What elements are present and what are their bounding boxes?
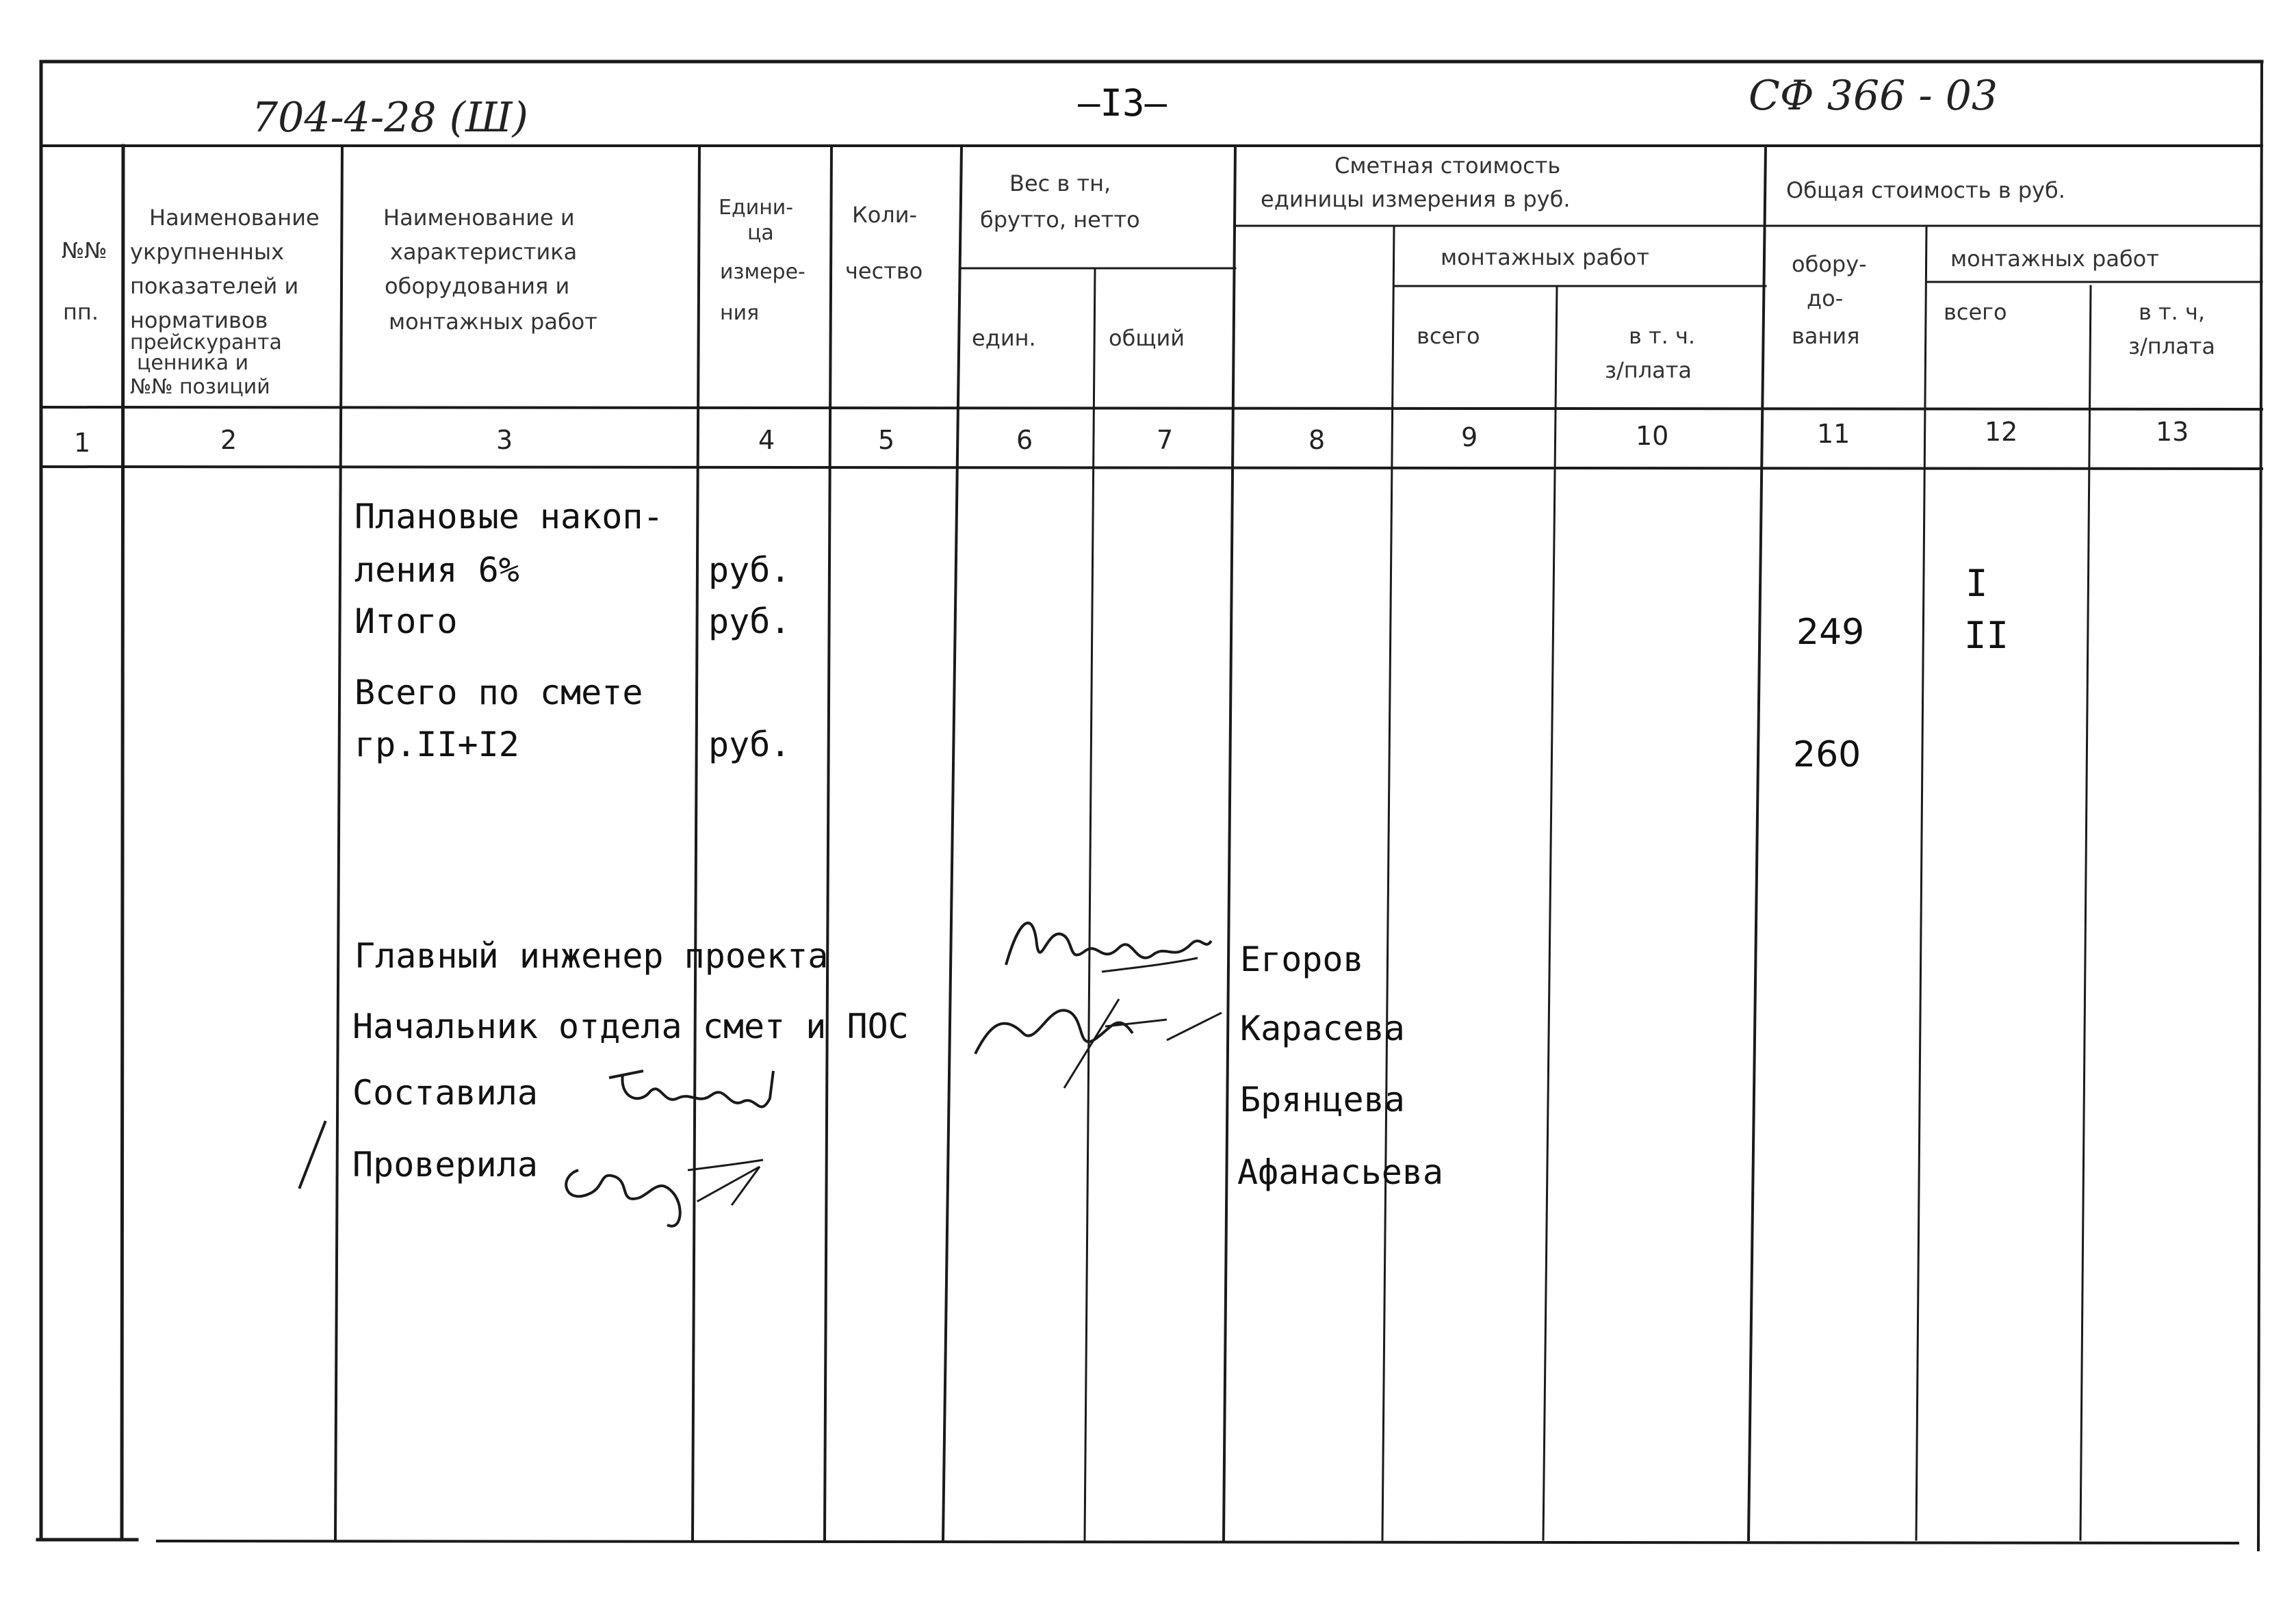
equipment-total-value: 249 bbox=[1796, 612, 1865, 653]
column-number-1: 1 bbox=[74, 428, 91, 458]
checked-name: Афанасьева bbox=[1237, 1152, 1444, 1192]
unit-install-header: монтажных работ bbox=[1441, 244, 1649, 270]
col6-header: един. bbox=[972, 325, 1036, 351]
col11-header-3: вания bbox=[1792, 323, 1860, 349]
planned-savings-line2: ления 6% bbox=[354, 550, 519, 590]
total-cost-header: Общая стоимость в руб. bbox=[1786, 177, 2065, 203]
sheet-code: СФ 366 - 03 bbox=[1749, 72, 1998, 120]
column-number-13: 13 bbox=[2156, 417, 2189, 447]
column-number-2: 2 bbox=[220, 425, 237, 455]
signature-dept-head bbox=[962, 972, 1249, 1095]
col1-header-pp: пп. bbox=[63, 299, 99, 325]
col2-header-3: показателей и bbox=[130, 273, 299, 299]
column-number-4: 4 bbox=[758, 425, 775, 455]
col2-header-1: Наименование bbox=[149, 205, 320, 231]
project-code: 704-4-28 (Ш) bbox=[252, 94, 528, 142]
grand-total-line1: Всего по смете bbox=[354, 673, 643, 712]
dept-head-name: Карасева bbox=[1240, 1009, 1405, 1048]
column-number-5: 5 bbox=[878, 425, 895, 455]
col7-header: общий bbox=[1109, 325, 1185, 351]
col13-header-1: в т. ч, bbox=[2139, 299, 2206, 325]
column-number-9: 9 bbox=[1461, 422, 1478, 452]
planned-savings-unit: руб. bbox=[708, 550, 791, 590]
install-mark-II: II bbox=[1964, 614, 2009, 657]
grand-total-line2: гр.II+I2 bbox=[354, 725, 519, 764]
planned-savings-line1: Плановые накоп- bbox=[354, 497, 664, 536]
col4-header-3: измере- bbox=[720, 260, 805, 284]
col4-header-4: ния bbox=[720, 301, 760, 325]
col5-header-2: чество bbox=[845, 258, 923, 284]
total-label: Итого bbox=[354, 601, 458, 641]
unit-cost-header-2: единицы измерения в руб. bbox=[1261, 186, 1571, 212]
col11-header-1: обору- bbox=[1792, 251, 1867, 277]
page-number: —I3— bbox=[1078, 81, 1168, 125]
col2-header-2: укрупненных bbox=[130, 239, 285, 265]
signature-compiled bbox=[602, 1057, 787, 1133]
compiled-label: Составила bbox=[352, 1073, 538, 1113]
install-mark-I: I bbox=[1965, 562, 1988, 605]
column-number-12: 12 bbox=[1985, 417, 2018, 447]
col12-header: всего bbox=[1944, 299, 2007, 325]
compiled-name: Брянцева bbox=[1240, 1080, 1405, 1120]
total-install-header: монтажных работ bbox=[1950, 246, 2159, 272]
col10-header-1: в т. ч. bbox=[1629, 323, 1696, 349]
col9-header: всего bbox=[1417, 323, 1480, 349]
weight-header-1: Вес в тн, bbox=[1009, 170, 1111, 196]
column-number-7: 7 bbox=[1157, 425, 1174, 455]
col2-header-7: №№ позиций bbox=[130, 375, 270, 399]
col4-header-2: ца bbox=[747, 221, 774, 245]
col1-header-no: №№ bbox=[62, 237, 107, 263]
col2-header-4: нормативов bbox=[130, 307, 268, 333]
column-number-3: 3 bbox=[496, 425, 513, 455]
chief-engineer-name: Егоров bbox=[1240, 940, 1364, 979]
checked-label: Проверила bbox=[352, 1145, 538, 1185]
col3-header-4: монтажных работ bbox=[389, 309, 597, 335]
column-number-8: 8 bbox=[1308, 425, 1326, 455]
col13-header-2: з/плата bbox=[2128, 333, 2216, 359]
total-unit: руб. bbox=[708, 601, 791, 641]
col5-header-1: Коли- bbox=[852, 202, 918, 228]
column-number-11: 11 bbox=[1817, 419, 1850, 449]
col3-header-3: оборудования и bbox=[385, 273, 570, 299]
col11-header-2: до- bbox=[1807, 285, 1844, 311]
weight-header-2: брутто, нетто bbox=[980, 207, 1140, 233]
col2-header-6: ценника и bbox=[137, 351, 249, 375]
col4-header-1: Едини- bbox=[719, 196, 794, 220]
col2-header-5: прейскуранта bbox=[130, 331, 282, 354]
grand-total-unit: руб. bbox=[708, 725, 791, 764]
col10-header-2: з/плата bbox=[1605, 357, 1692, 383]
dept-head-label: Начальник отдела смет и ПОС bbox=[352, 1007, 909, 1046]
column-number-10: 10 bbox=[1636, 421, 1669, 451]
equipment-grand-value: 260 bbox=[1793, 734, 1861, 775]
signature-checked bbox=[551, 1129, 777, 1239]
chief-engineer-label: Главный инженер проекта bbox=[354, 936, 829, 976]
col3-header-2: характеристика bbox=[390, 239, 578, 265]
col3-header-1: Наименование и bbox=[383, 205, 575, 231]
unit-cost-header-1: Сметная стоимость bbox=[1334, 153, 1561, 179]
column-number-6: 6 bbox=[1016, 425, 1033, 455]
